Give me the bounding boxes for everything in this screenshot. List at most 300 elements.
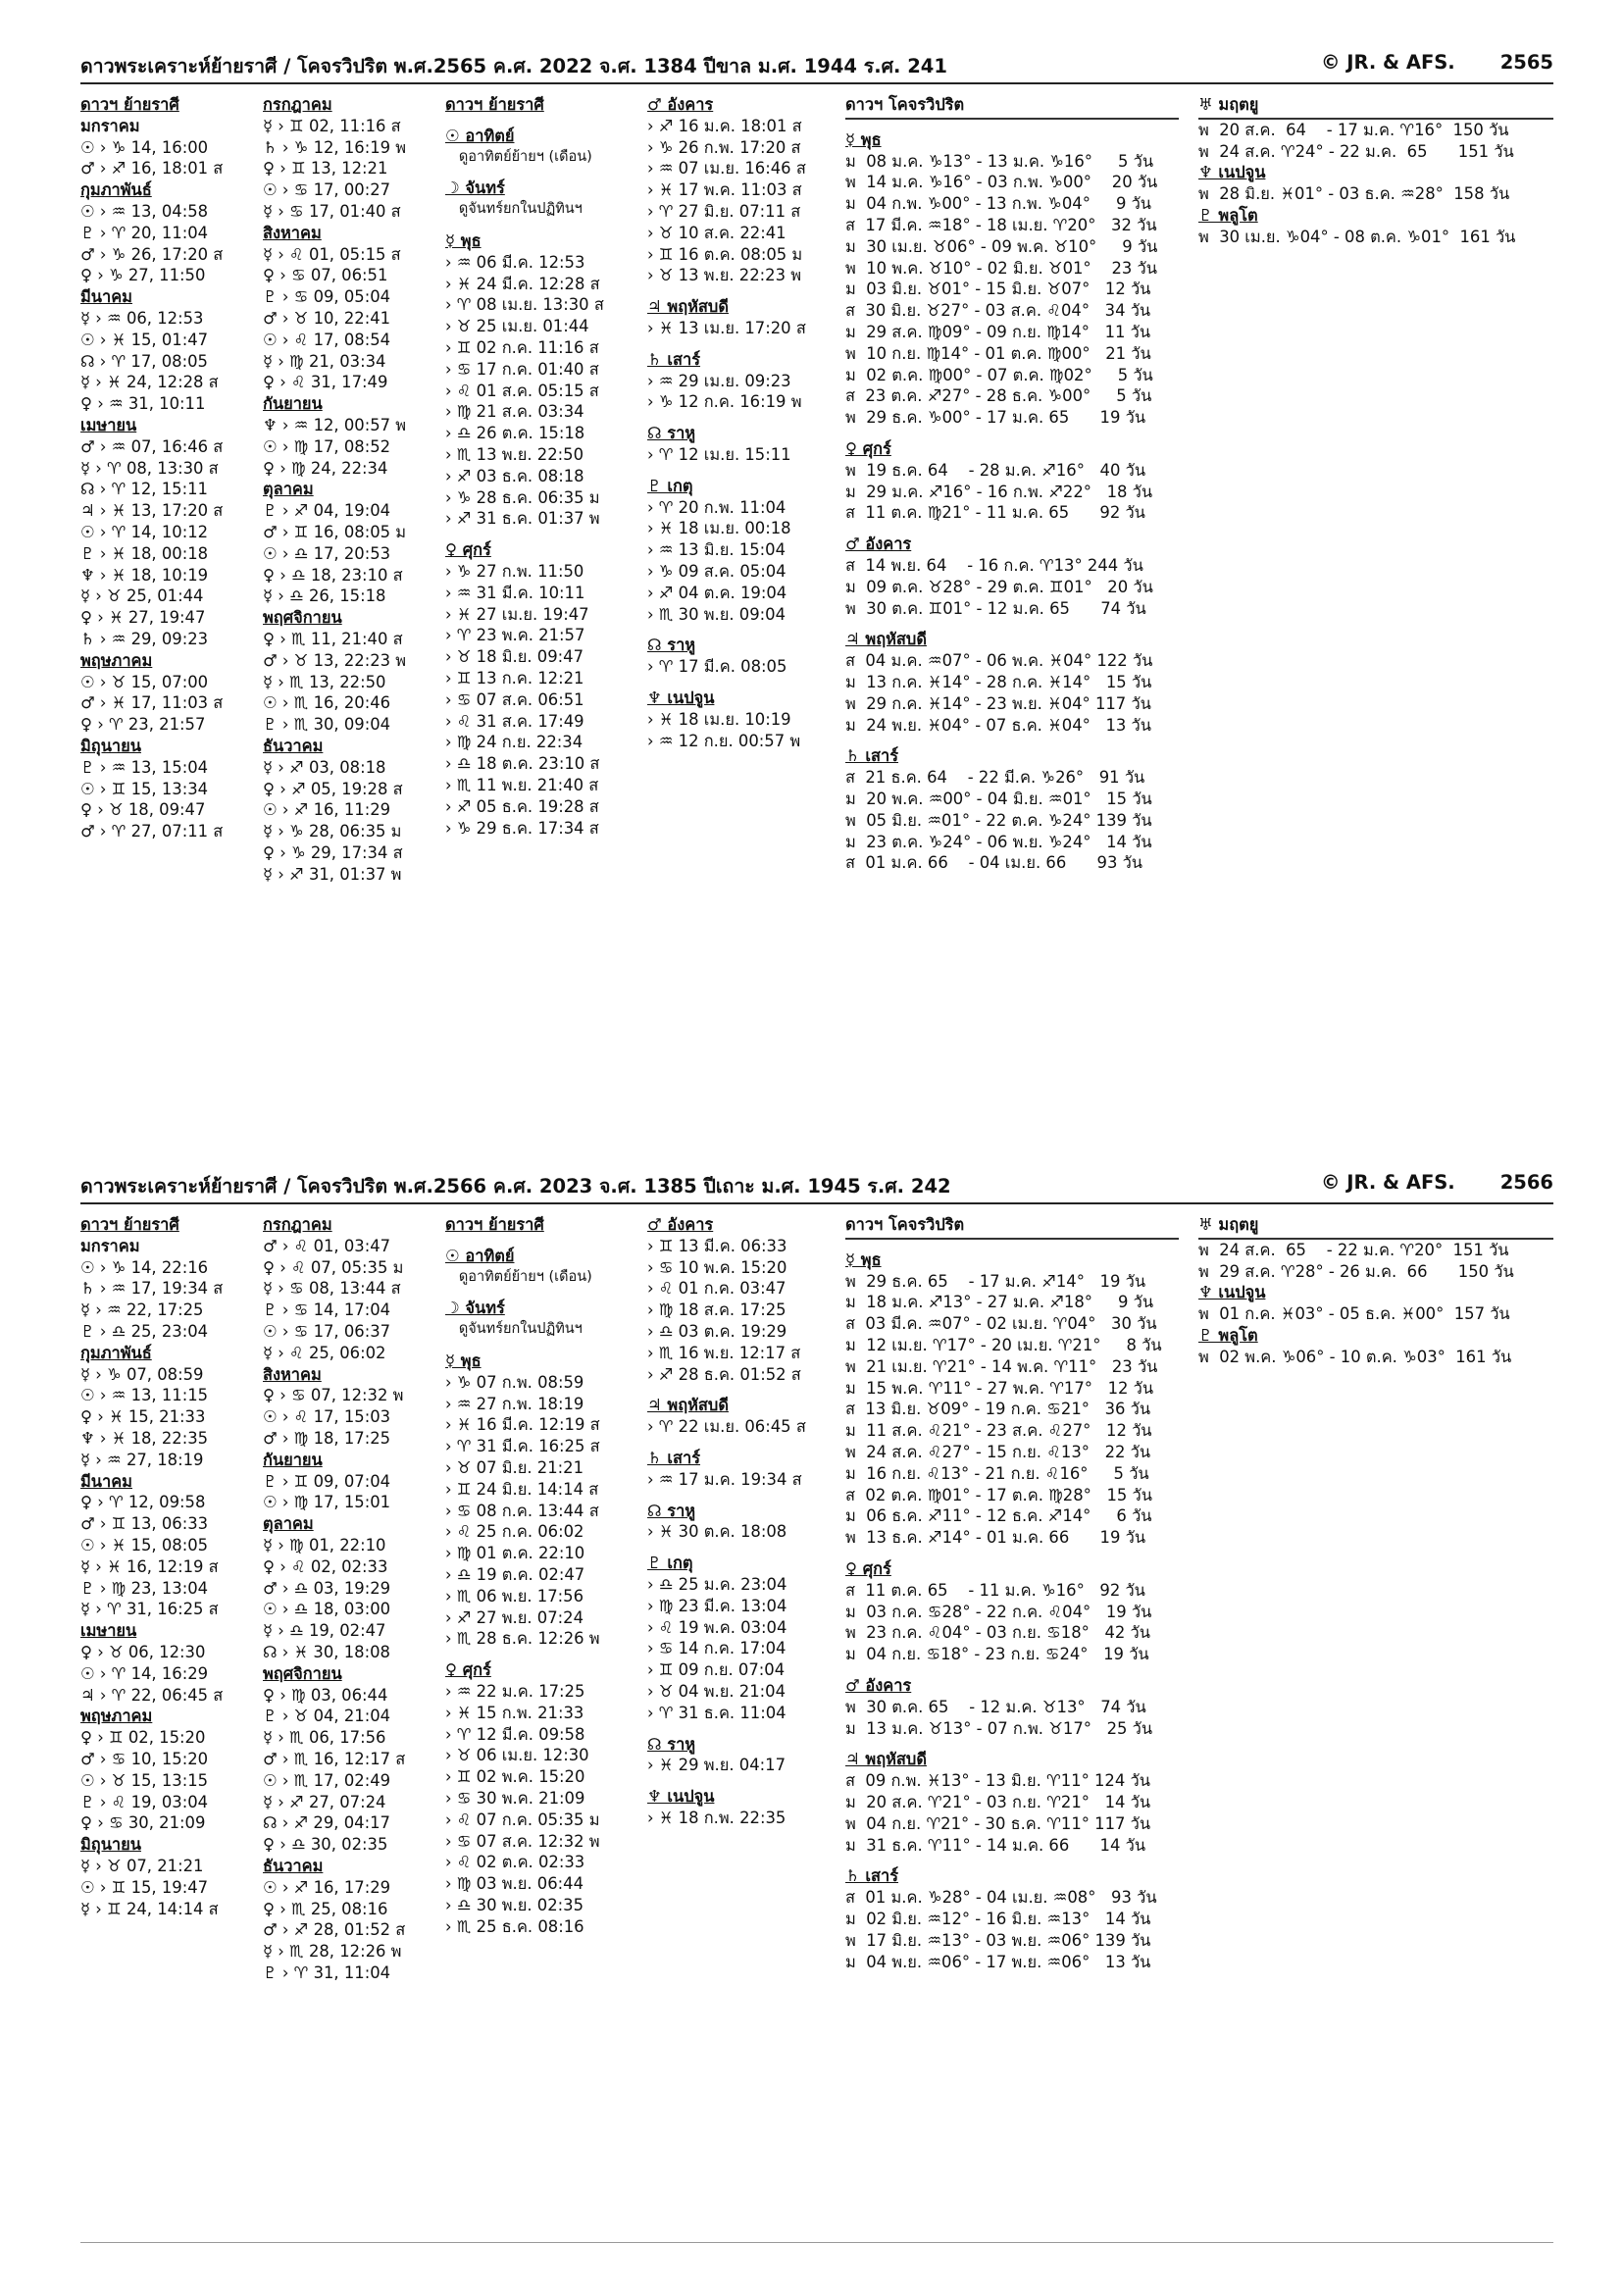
entry-row: ม 15 พ.ค. ♈11° - 27 พ.ค. ♈17° 12 วัน [845, 1378, 1154, 1398]
entry-row: › ♑ 27 ก.พ. 11:50 [445, 561, 584, 581]
entry-row: ♄ › ♑ 12, 16:19 พ [263, 137, 407, 157]
entry-row: › ♒ 06 มี.ค. 12:53 [445, 252, 585, 272]
entry-row: › ♊ 02 ก.ค. 11:16 ส [445, 337, 599, 357]
entry-row: ♀ › ♎ 30, 02:35 [263, 1835, 388, 1855]
entry-row: ♃ › ♈ 22, 06:45 ส [80, 1685, 224, 1705]
section-heading: พฤษภาคม [80, 650, 153, 670]
entry-row: ♀ › ♍ 03, 06:44 [263, 1685, 388, 1705]
entry-row: › ♊ 02 พ.ค. 15:20 [445, 1767, 585, 1787]
section-heading: มิถุนายน [80, 1835, 141, 1855]
entry-row: ☉ › ♋ 17, 06:37 [263, 1321, 391, 1341]
entry-row: ☿ › ♏ 13, 22:50 [263, 672, 386, 691]
entry-row: ☉ › ♍ 17, 15:01 [263, 1493, 391, 1512]
entry-row: ส 02 ต.ค. ♍01° - 17 ต.ค. ♍28° 15 วัน [845, 1485, 1152, 1504]
entry-row: › ♍ 01 ต.ค. 22:10 [445, 1544, 585, 1563]
entry-row: ♂ › ♋ 10, 15:20 [80, 1749, 209, 1768]
entry-row: ♇ › ♏ 30, 09:04 [263, 715, 391, 735]
entry-row: พ 24 ส.ค. ♈24° - 22 ม.ค. 65 151 วัน [1198, 141, 1514, 161]
entry-row: ☉ › ♐ 16, 11:29 [263, 800, 391, 820]
section-heading: กรกฎาคม [263, 95, 332, 114]
entry-row: ม 18 ม.ค. ♐13° - 27 ม.ค. ♐18° 9 วัน [845, 1293, 1154, 1312]
column-planet-transits-1 [445, 1214, 641, 1938]
column-monthly-transits-1 [80, 94, 247, 842]
section-heading: ♆ เนปจูน [1198, 1283, 1266, 1302]
section-title: ดาวพระเคราะห์ย้ายราศี / โคจรวิปริต พ.ศ.2566 ค.ศ. 2023 จ.ศ. 1385 ปีเถาะ ม.ศ. 1945 ร.ศ. 242 [80, 1175, 951, 1198]
entry-row: ม 30 เม.ย. ♉06° - 09 พ.ค. ♉10° 9 วัน [845, 236, 1158, 256]
entry-row: › ♍ 18 ส.ค. 17:25 [647, 1300, 787, 1320]
entry-row: ส 04 ม.ค. ♒07° - 06 พ.ค. ♓04° 122 วัน [845, 651, 1153, 671]
section-heading: ♃ พฤหัสบดี [647, 297, 729, 317]
entry-row: ☉ › ♈ 14, 16:29 [80, 1663, 209, 1683]
entry-row: › ♊ 16 ต.ค. 08:05 ม [647, 244, 803, 264]
section-heading: ♂ อังคาร [647, 1215, 714, 1234]
section-heading: กุมภาพันธ์ [80, 180, 152, 200]
column-planet-transits-1 [445, 94, 641, 839]
entry-row: ม 03 มิ.ย. ♉01° - 15 มิ.ย. ♉07° 12 วัน [845, 280, 1151, 299]
entry-row: › ♎ 25 ม.ค. 23:04 [647, 1574, 787, 1594]
entry-row: › ♉ 06 เม.ย. 12:30 [445, 1746, 589, 1765]
entry-row: ♇ › ♈ 31, 11:04 [263, 1963, 391, 1982]
entry-row: ม 04 พ.ย. ♒06° - 17 พ.ย. ♒06° 13 วัน [845, 1952, 1151, 1971]
entry-row: › ♊ 24 มิ.ย. 14:14 ส [445, 1479, 599, 1499]
entry-row: พ 13 ธ.ค. ♐14° - 01 ม.ค. 66 19 วัน [845, 1528, 1146, 1548]
heading-rule [845, 1238, 1179, 1240]
section-heading: ♇ พลูโต [1198, 1325, 1258, 1345]
entry-row: ♀ › ♋ 07, 12:32 พ [263, 1386, 404, 1405]
entry-row: › ♓ 30 ต.ค. 18:08 [647, 1522, 787, 1542]
entry-row: › ♎ 03 ต.ค. 19:29 [647, 1321, 787, 1341]
entry-row: › ♌ 01 ส.ค. 05:15 ส [445, 381, 599, 400]
section-heading: พฤศจิกายน [263, 608, 342, 628]
section-heading: ☉ อาทิตย์ [445, 126, 515, 145]
entry-row: ส 14 พ.ย. 64 - 16 ก.ค. ♈13° 244 วัน [845, 555, 1143, 575]
column-heading-ruled: ดาวฯ โคจรวิปริต [845, 95, 965, 114]
section-2566 [80, 1169, 1553, 1982]
section-heading: ♆ เนปจูน [647, 688, 715, 707]
entry-row: ♀ › ♊ 13, 12:21 [263, 159, 388, 178]
section-heading: ♄ เสาร์ [647, 349, 701, 369]
entry-row: พ 01 ก.ค. ♓03° - 05 ธ.ค. ♓00° 157 วัน [1198, 1304, 1510, 1324]
section-heading: มิถุนายน [80, 736, 141, 755]
entry-row: › ♌ 31 ส.ค. 17:49 [445, 711, 584, 731]
entry-row: › ♈ 20 ก.พ. 11:04 [647, 497, 787, 517]
column-retrograde [845, 1214, 1179, 1972]
section-heading: ♆ เนปจูน [1198, 163, 1266, 182]
entry-row: › ♑ 12 ก.ค. 16:19 พ [647, 392, 802, 412]
year-number: 2565 [1499, 51, 1553, 74]
entry-row: ☿ › ♑ 28, 06:35 ม [263, 822, 402, 841]
entry-row: › ♌ 25 ก.ค. 06:02 [445, 1522, 584, 1542]
section-heading: ♀ ศุกร์ [445, 540, 491, 560]
section-heading: ♆ เนปจูน [647, 1787, 715, 1807]
entry-row: › ♏ 11 พ.ย. 21:40 ส [445, 775, 599, 794]
section-heading: ☊ ราหู [647, 1734, 696, 1754]
entry-row: พ 29 ธ.ค. ♑00° - 17 ม.ค. 65 19 วัน [845, 408, 1146, 428]
entry-row: ♃ › ♓ 13, 17:20 ส [80, 501, 224, 521]
entry-row: ☉ › ♊ 15, 19:47 [80, 1877, 209, 1897]
entry-row: › ♋ 17 ก.ค. 01:40 ส [445, 359, 599, 379]
entry-row: › ♊ 13 ก.ค. 12:21 [445, 668, 584, 688]
entry-row: ♀ › ♒ 31, 10:11 [80, 394, 206, 414]
entry-row: › ♍ 24 ก.ย. 22:34 [445, 733, 584, 752]
note-text: ดูจันทร์ยกในปฏิทินฯ [445, 1321, 583, 1338]
section-heading: ♇ เกตุ [647, 1554, 693, 1573]
entry-row: › ♓ 17 พ.ค. 11:03 ส [647, 180, 802, 200]
entry-row: พ 20 ส.ค. 64 - 17 ม.ค. ♈16° 150 วัน [1198, 120, 1509, 139]
section-heading: ธันวาคม [263, 736, 324, 755]
entry-row: ☿ › ♍ 21, 03:34 [263, 351, 386, 371]
heading-rule [845, 118, 1179, 120]
entry-row: ♇ › ♒ 13, 15:04 [80, 757, 209, 777]
entry-row: พ 29 ก.ค. ♓14° - 23 พ.ย. ♓04° 117 วัน [845, 693, 1151, 713]
section-header [80, 49, 1553, 84]
entry-row: ส 13 มิ.ย. ♉09° - 19 ก.ค. ♋21° 36 วัน [845, 1400, 1151, 1419]
entry-row: ม 11 ส.ค. ♌21° - 23 ส.ค. ♌27° 12 วัน [845, 1421, 1152, 1441]
section-heading: ♃ พฤหัสบดี [845, 1750, 927, 1769]
note-text: ดูอาทิตย์ย้ายฯ (เดือน) [445, 1268, 592, 1285]
entry-row: พ 28 มิ.ย. ♓01° - 03 ธ.ค. ♒28° 158 วัน [1198, 184, 1510, 204]
entry-row: ♂ › ♎ 03, 19:29 [263, 1578, 391, 1598]
entry-row: ☉ › ♌ 17, 08:54 [263, 330, 391, 349]
entry-row: ส 23 ต.ค. ♐27° - 28 ธ.ค. ♑00° 5 วัน [845, 386, 1152, 406]
entry-row: › ♎ 19 ต.ค. 02:47 [445, 1564, 585, 1584]
entry-row: ♀ › ♈ 12, 09:58 [80, 1493, 206, 1512]
section-heading: ☊ ราหู [647, 636, 696, 655]
entry-row: ส 30 มิ.ย. ♉27° - 03 ส.ค. ♌04° 34 วัน [845, 301, 1151, 321]
entry-row: พ 05 มิ.ย. ♒01° - 22 ต.ค. ♑24° 139 วัน [845, 810, 1152, 830]
copyright: © JR. & AFS. [1320, 51, 1455, 74]
entry-row: ☉ › ♐ 16, 17:29 [263, 1877, 391, 1897]
entry-row: พ 21 เม.ย. ♈21° - 14 พ.ค. ♈11° 23 วัน [845, 1356, 1158, 1376]
column-retrograde [845, 94, 1179, 874]
entry-row: ม 24 พ.ย. ♓04° - 07 ธ.ค. ♓04° 13 วัน [845, 715, 1151, 735]
entry-row: ☿ › ♈ 08, 13:30 ส [80, 458, 219, 478]
entry-row: พ 29 ธ.ค. 65 - 17 ม.ค. ♐14° 19 วัน [845, 1271, 1146, 1291]
entry-row: › ♏ 30 พ.ย. 09:04 [647, 604, 787, 624]
entry-row: ♄ › ♒ 29, 09:23 [80, 629, 209, 648]
entry-row: ☉ › ♎ 17, 20:53 [263, 543, 391, 563]
section-heading: ตุลาคม [263, 480, 314, 499]
entry-row: ม 13 ก.ค. ♓14° - 28 ก.ค. ♓14° 15 วัน [845, 672, 1152, 691]
entry-row: › ♏ 06 พ.ย. 17:56 [445, 1586, 584, 1606]
entry-row: ☿ › ♎ 19, 02:47 [263, 1621, 386, 1641]
entry-row: › ♐ 16 ม.ค. 18:01 ส [647, 116, 802, 135]
entry-row: › ♏ 13 พ.ย. 22:50 [445, 444, 584, 464]
entry-row: ☿ › ♌ 01, 05:15 ส [263, 244, 401, 264]
entry-row: › ♋ 07 ส.ค. 06:51 [445, 689, 584, 709]
entry-row: › ♐ 05 ธ.ค. 19:28 ส [445, 796, 599, 816]
entry-row: › ♍ 03 พ.ย. 06:44 [445, 1874, 584, 1894]
entry-row: ♂ › ♏ 16, 12:17 ส [263, 1749, 406, 1768]
entry-row: › ♉ 07 มิ.ย. 21:21 [445, 1457, 584, 1477]
entry-row: › ♓ 15 ก.พ. 21:33 [445, 1703, 584, 1722]
entry-row: พ 30 เม.ย. ♑04° - 08 ต.ค. ♑01° 161 วัน [1198, 227, 1516, 246]
entry-row: › ♈ 12 เม.ย. 15:11 [647, 444, 791, 464]
entry-row: › ♍ 23 มี.ค. 13:04 [647, 1596, 787, 1615]
entry-row: ☿ › ♒ 22, 17:25 [80, 1300, 204, 1320]
entry-row: ♀ › ♌ 31, 17:49 [263, 373, 388, 392]
section-heading: ♂ อังคาร [647, 95, 714, 114]
footer-rule [80, 2242, 1553, 2243]
entry-row: › ♓ 18 เม.ย. 10:19 [647, 709, 791, 729]
entry-row: ☉ › ♉ 15, 13:15 [80, 1770, 209, 1790]
entry-row: ♀ › ♊ 02, 15:20 [80, 1728, 206, 1748]
entry-row: › ♋ 10 พ.ค. 15:20 [647, 1257, 787, 1277]
section-heading: กันยายน [263, 394, 323, 414]
entry-row: ☿ › ♋ 17, 01:40 ส [263, 201, 401, 221]
section-heading: ☿ พุธ [845, 1249, 882, 1269]
section-heading: ดาวฯ ย้ายราศี [80, 1215, 179, 1234]
entry-row: ส 09 ก.พ. ♓13° - 13 มิ.ย. ♈11° 124 วัน [845, 1771, 1150, 1791]
section-heading: ดาวฯ ย้ายราศี [445, 95, 544, 114]
entry-row: ♀ › ♐ 05, 19:28 ส [263, 779, 403, 798]
section-heading: ☊ ราหู [647, 424, 696, 443]
entry-row: › ♐ 03 ธ.ค. 08:18 [445, 466, 584, 485]
entry-row: › ♑ 29 ธ.ค. 17:34 ส [445, 818, 599, 838]
entry-row: ม 29 ม.ค. ♐16° - 16 ก.พ. ♐22° 18 วัน [845, 482, 1153, 501]
column-outer-retrograde [1198, 94, 1553, 248]
entry-row: ☿ › ♑ 07, 08:59 [80, 1364, 204, 1384]
section-heading: ☿ พุธ [445, 230, 482, 250]
entry-row: ☉ › ♑ 14, 22:16 [80, 1257, 209, 1277]
entry-row: › ♈ 08 เม.ย. 13:30 ส [445, 295, 604, 315]
entry-row: ☉ › ♏ 16, 20:46 [263, 693, 391, 713]
entry-row: พ 14 ม.ค. ♑16° - 03 ก.พ. ♑00° 20 วัน [845, 173, 1158, 192]
entry-row: ☉ › ♓ 15, 01:47 [80, 330, 209, 349]
entry-row: ส 11 ต.ค. 65 - 11 ม.ค. ♑16° 92 วัน [845, 1580, 1145, 1600]
entry-row: › ♍ 21 ส.ค. 03:34 [445, 402, 584, 422]
entry-row: ♂ › ♌ 01, 03:47 [263, 1236, 391, 1255]
entry-row: ส 21 ธ.ค. 64 - 22 มี.ค. ♑26° 91 วัน [845, 768, 1145, 788]
entry-row: ส 11 ต.ค. ♍21° - 11 ม.ค. 65 92 วัน [845, 503, 1145, 523]
entry-row: › ♎ 26 ต.ค. 15:18 [445, 424, 585, 443]
entry-row: ม 29 ส.ค. ♍09° - 09 ก.ย. ♍14° 11 วัน [845, 322, 1151, 341]
column-heading-ruled: ♅ มฤตยู [1198, 95, 1259, 114]
entry-row: › ♉ 18 มิ.ย. 09:47 [445, 647, 584, 667]
entry-row: ☊ › ♐ 29, 04:17 [263, 1813, 390, 1833]
column-monthly-transits-2 [263, 1214, 435, 1984]
entry-row: › ♋ 30 พ.ค. 21:09 [445, 1788, 585, 1808]
section-heading: ♂ อังคาร [845, 1675, 912, 1695]
section-title: ดาวพระเคราะห์ย้ายราศี / โคจรวิปริต พ.ศ.2565 ค.ศ. 2022 จ.ศ. 1384 ปีขาล ม.ศ. 1944 ร.ศ. 241 [80, 55, 947, 77]
entry-row: ♂ › ♐ 28, 01:52 ส [263, 1920, 406, 1940]
entry-row: ☿ › ♎ 26, 15:18 [263, 586, 386, 606]
entry-row: ☉ › ♓ 15, 08:05 [80, 1535, 209, 1555]
section-heading: ♀ ศุกร์ [845, 1558, 891, 1578]
entry-row: › ♉ 25 เม.ย. 01:44 [445, 317, 589, 336]
entry-row: › ♓ 18 เม.ย. 00:18 [647, 519, 791, 538]
entry-row: ♀ › ♉ 06, 12:30 [80, 1642, 206, 1661]
section-heading: กรกฎาคม [263, 1215, 332, 1234]
entry-row: พ 23 ก.ค. ♌04° - 03 ก.ย. ♋18° 42 วัน [845, 1623, 1150, 1643]
month-heading: มกราคม [80, 116, 140, 135]
entry-row: › ♈ 23 พ.ค. 21:57 [445, 626, 585, 645]
entry-row: ☉ › ♍ 17, 08:52 [263, 436, 391, 456]
entry-row: › ♒ 22 ม.ค. 17:25 [445, 1681, 585, 1701]
entry-row: › ♐ 27 พ.ย. 07:24 [445, 1607, 584, 1627]
entry-row: ☊ › ♈ 12, 15:11 [80, 480, 208, 499]
section-heading: กุมภาพันธ์ [80, 1343, 152, 1362]
entry-row: ♀ › ♏ 11, 21:40 ส [263, 629, 403, 648]
note-text: ดูจันทร์ยกในปฏิทินฯ [445, 201, 583, 218]
entry-row: ♀ › ♌ 07, 05:35 ม [263, 1257, 404, 1277]
section-heading: เมษายน [80, 1621, 137, 1641]
section-header [80, 1169, 1553, 1204]
entry-row: ม 20 ส.ค. ♈21° - 03 ก.ย. ♈21° 14 วัน [845, 1792, 1151, 1811]
entry-row: ☿ › ♐ 27, 07:24 [263, 1792, 386, 1811]
entry-row: › ♓ 24 มี.ค. 12:28 ส [445, 274, 600, 293]
section-heading: ♄ เสาร์ [845, 746, 899, 766]
entry-row: ☿ › ♐ 03, 08:18 [263, 757, 386, 777]
entry-row: ☿ › ♉ 07, 21:21 [80, 1856, 204, 1875]
section-heading: ♄ เสาร์ [647, 1448, 701, 1467]
entry-row: ♀ › ♈ 23, 21:57 [80, 715, 206, 735]
entry-row: ♀ › ♏ 25, 08:16 [263, 1899, 388, 1918]
entry-row: › ♊ 13 มี.ค. 06:33 [647, 1236, 787, 1255]
entry-row: › ♒ 31 มี.ค. 10:11 [445, 583, 585, 602]
entry-row: ♂ › ♉ 13, 22:23 พ [263, 650, 407, 670]
entry-row: ☉ › ♒ 13, 04:58 [80, 201, 209, 221]
section-heading: ☽ จันทร์ [445, 1299, 505, 1318]
entry-row: › ♑ 09 ส.ค. 05:04 [647, 561, 787, 581]
section-heading: ☉ อาทิตย์ [445, 1246, 515, 1265]
entry-row: พ 10 ก.ย. ♍14° - 01 ต.ค. ♍00° 21 วัน [845, 343, 1151, 363]
entry-row: › ♐ 28 ธ.ค. 01:52 ส [647, 1364, 801, 1384]
entry-row: ☉ › ♒ 13, 11:15 [80, 1386, 209, 1405]
entry-row: ♆ › ♒ 12, 00:57 พ [263, 415, 407, 434]
entry-row: ☿ › ♒ 06, 12:53 [80, 308, 204, 328]
entry-row: ม 02 ต.ค. ♍00° - 07 ต.ค. ♍02° 5 วัน [845, 365, 1153, 384]
section-heading: ♇ พลูโต [1198, 205, 1258, 225]
entry-row: พ 19 ธ.ค. 64 - 28 ม.ค. ♐16° 40 วัน [845, 460, 1146, 480]
entry-row: ม 09 ต.ค. ♉28° - 29 ต.ค. ♊01° 20 วัน [845, 577, 1153, 596]
section-heading: ♀ ศุกร์ [445, 1660, 491, 1680]
entry-row: พ 30 ต.ค. 65 - 12 ม.ค. ♉13° 74 วัน [845, 1697, 1146, 1716]
entry-row: ☿ › ♊ 24, 14:14 ส [80, 1899, 219, 1918]
section-heading: มีนาคม [80, 287, 132, 307]
entry-row: ส 01 ม.ค. 66 - 04 เม.ย. 66 93 วัน [845, 853, 1143, 873]
entry-row: › ♈ 12 มี.ค. 09:58 [445, 1724, 585, 1744]
entry-row: พ 17 มิ.ย. ♒13° - 03 พ.ย. ♒06° 139 วัน [845, 1930, 1151, 1950]
entry-row: ☿ › ♈ 31, 16:25 ส [80, 1600, 219, 1619]
entry-row: › ♈ 22 เม.ย. 06:45 ส [647, 1417, 806, 1437]
section-heading: ♂ อังคาร [845, 535, 912, 554]
entry-row: ♄ › ♒ 17, 19:34 ส [80, 1279, 224, 1299]
entry-row: ♂ › ♓ 17, 11:03 ส [80, 693, 224, 713]
section-heading: ♃ พฤหัสบดี [845, 630, 927, 649]
entry-row: ♀ › ♓ 27, 19:47 [80, 608, 206, 628]
entry-row: ม 08 ม.ค. ♑13° - 13 ม.ค. ♑16° 5 วัน [845, 151, 1154, 171]
entry-row: ☊ › ♓ 30, 18:08 [263, 1642, 390, 1661]
entry-row: ม 20 พ.ค. ♒00° - 04 มิ.ย. ♒01° 15 วัน [845, 789, 1152, 808]
month-heading: มกราคม [80, 1236, 140, 1255]
entry-row: ☉ › ♑ 14, 16:00 [80, 137, 209, 157]
entry-row: ☉ › ♌ 17, 15:03 [263, 1407, 391, 1427]
entry-row: ♀ › ♑ 27, 11:50 [80, 266, 206, 285]
entry-row: ♂ › ♒ 07, 16:46 ส [80, 436, 224, 456]
section-heading: ♇ เกตุ [647, 476, 693, 495]
entry-row: ♀ › ♋ 07, 06:51 [263, 266, 388, 285]
entry-row: ☿ › ♉ 25, 01:44 [80, 586, 204, 606]
entry-row: › ♌ 19 พ.ค. 03:04 [647, 1617, 787, 1637]
column-outer-retrograde [1198, 1214, 1553, 1368]
entry-row: › ♓ 29 พ.ย. 04:17 [647, 1756, 787, 1775]
entry-row: ♂ › ♐ 16, 18:01 ส [80, 159, 224, 178]
entry-row: ☉ › ♈ 14, 10:12 [80, 522, 209, 541]
column-heading-ruled: ดาวฯ โคจรวิปริต [845, 1215, 965, 1234]
copyright: © JR. & AFS. [1320, 1171, 1455, 1194]
entry-row: › ♒ 07 เม.ย. 16:46 ส [647, 159, 806, 178]
entry-row: › ♈ 17 มี.ค. 08:05 [647, 657, 787, 677]
entry-row: › ♏ 16 พ.ย. 12:17 ส [647, 1343, 801, 1362]
entry-row: › ♏ 25 ธ.ค. 08:16 [445, 1916, 584, 1936]
entry-row: ♀ › ♋ 30, 21:09 [80, 1813, 206, 1833]
entry-row: ♂ › ♊ 16, 08:05 ม [263, 522, 407, 541]
entry-row: พ 04 ก.ย. ♈21° - 30 ธ.ค. ♈11° 117 วัน [845, 1813, 1151, 1833]
entry-row: ♀ › ♑ 29, 17:34 ส [263, 842, 403, 862]
entry-row: ☿ › ♓ 16, 12:19 ส [80, 1556, 219, 1576]
section-heading: สิงหาคม [263, 223, 322, 242]
entry-row: ☉ › ♎ 18, 03:00 [263, 1600, 391, 1619]
entry-row: › ♋ 14 ก.ค. 17:04 [647, 1639, 787, 1658]
column-monthly-transits-2 [263, 94, 435, 885]
section-heading: ตุลาคม [263, 1514, 314, 1534]
section-heading: ♀ ศุกร์ [845, 438, 891, 458]
entry-row: › ♓ 18 ก.พ. 22:35 [647, 1808, 787, 1827]
header-right [1321, 51, 1553, 74]
section-2565 [80, 49, 1553, 884]
section-heading: กันยายน [263, 1450, 323, 1469]
section-heading: ☿ พุธ [445, 1351, 482, 1370]
entry-row: ♂ › ♈ 27, 07:11 ส [80, 822, 224, 841]
entry-row: ♆ › ♓ 18, 22:35 [80, 1428, 209, 1448]
entry-row: › ♎ 18 ต.ค. 23:10 ส [445, 754, 600, 774]
entry-row: ♇ › ♍ 23, 13:04 [80, 1578, 209, 1598]
entry-row: ♇ › ♐ 04, 19:04 [263, 501, 391, 521]
entry-row: › ♑ 28 ธ.ค. 06:35 ม [445, 487, 600, 507]
entry-row: › ♌ 07 ก.ค. 05:35 ม [445, 1810, 600, 1829]
entry-row: ☿ › ♌ 25, 06:02 [263, 1343, 386, 1362]
entry-row: ♂ › ♑ 26, 17:20 ส [80, 244, 224, 264]
entry-row: พ 02 พ.ค. ♑06° - 10 ต.ค. ♑03° 161 วัน [1198, 1347, 1512, 1366]
entry-row: ♆ › ♓ 18, 10:19 [80, 565, 209, 585]
year-number: 2566 [1499, 1171, 1553, 1194]
entry-row: › ♏ 28 ธ.ค. 12:26 พ [445, 1629, 600, 1649]
entry-row: ส 03 มี.ค. ♒07° - 02 เม.ย. ♈04° 30 วัน [845, 1314, 1157, 1334]
entry-row: ส 17 มี.ค. ♒18° - 18 เม.ย. ♈20° 32 วัน [845, 215, 1157, 234]
entry-row: พ 24 ส.ค. ♌27° - 15 ก.ย. ♌13° 22 วัน [845, 1442, 1151, 1461]
section-heading: มีนาคม [80, 1471, 132, 1491]
entry-row: › ♈ 31 ธ.ค. 11:04 [647, 1703, 787, 1722]
entry-row: ☉ › ♉ 15, 07:00 [80, 672, 209, 691]
entry-row: ม 12 เม.ย. ♈17° - 20 เม.ย. ♈21° 8 วัน [845, 1335, 1162, 1354]
section-heading: ♃ พฤหัสบดี [647, 1396, 729, 1415]
entry-row: › ♑ 07 ก.พ. 08:59 [445, 1372, 584, 1392]
entry-row: ☿ › ♐ 31, 01:37 พ [263, 864, 402, 884]
entry-row: ☿ › ♏ 28, 12:26 พ [263, 1942, 402, 1962]
section-heading: ☽ จันทร์ [445, 178, 505, 198]
section-heading: พฤศจิกายน [263, 1663, 342, 1683]
entry-row: › ♐ 04 ต.ค. 19:04 [647, 583, 787, 602]
entry-row: ♀ › ♉ 18, 09:47 [80, 800, 206, 820]
entry-row: ☉ › ♏ 17, 02:49 [263, 1770, 391, 1790]
entry-row: ♂ › ♊ 13, 06:33 [80, 1514, 209, 1534]
header-right [1321, 1171, 1553, 1194]
entry-row: ♂ › ♍ 18, 17:25 [263, 1428, 391, 1448]
section-heading: สิงหาคม [263, 1364, 322, 1384]
entry-row: › ♉ 10 ส.ค. 22:41 [647, 223, 787, 242]
entry-row: › ♌ 01 ก.ค. 03:47 [647, 1279, 787, 1299]
